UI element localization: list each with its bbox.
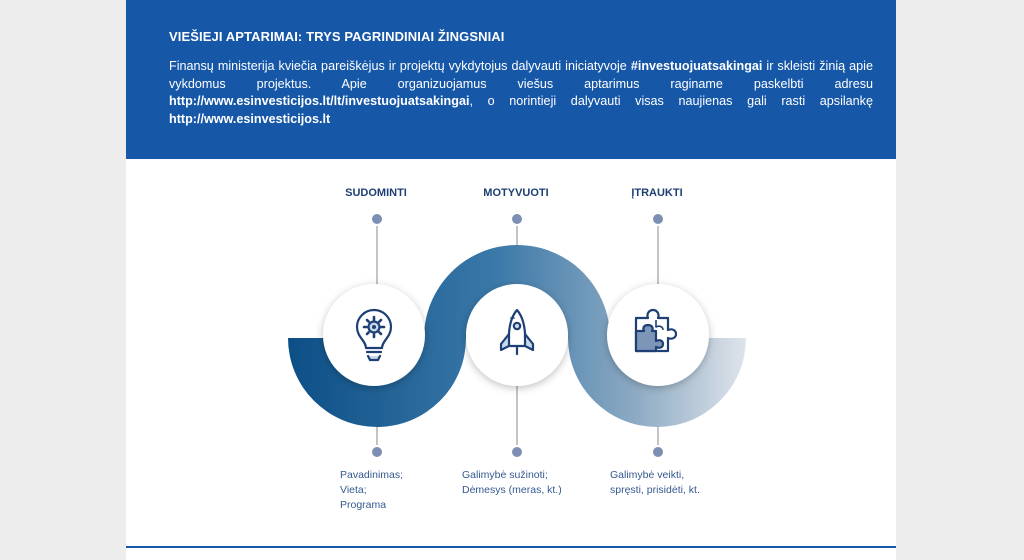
dot-top-1 xyxy=(371,213,383,225)
dot-top-2 xyxy=(511,213,523,225)
link-investuojuatsakingai[interactable]: http://www.esinvesticijos.lt/lt/investuojuatsakingai xyxy=(169,94,470,108)
step-title-sudominti: SUDOMINTI xyxy=(345,187,407,199)
banner-text-part3: , o norintieji dalyvauti visas naujienas gali rasti apsilankę xyxy=(469,94,873,108)
dot-top-3 xyxy=(652,213,664,225)
dot-bottom-3 xyxy=(652,446,664,458)
step-title-motyvuoti: MOTYVUOTI xyxy=(483,187,549,199)
banner-title: VIEŠIEJI APTARIMAI: TRYS PAGRINDINIAI ŽINGSNIAI xyxy=(169,29,505,44)
hashtag: #investuojuatsakingai xyxy=(630,59,763,73)
link-esinvesticijos[interactable]: http://www.esinvesticijos.lt xyxy=(169,111,331,126)
step-title-itraukti: ĮTRAUKTI xyxy=(631,187,683,199)
dot-bottom-1 xyxy=(371,446,383,458)
banner-text-part1: Finansų ministerija kviečia pareiškėjus ir projektų vykdytojus dalyvauti iniciatyvoje xyxy=(169,59,631,73)
dot-bottom-2 xyxy=(511,446,523,458)
step-description-motyvuoti: Galimybė sužinoti; Dėmesys (meras, kt.) xyxy=(462,469,562,496)
banner-text-part2: ir skleisti žinią apie vykdomus projektus. Apie organizuojamus viešus aptarimus raginame paskelbti adresu xyxy=(169,59,873,91)
step-description-itraukti: Galimybė veikti, spręsti, prisidėti, kt. xyxy=(610,469,700,496)
step-description-sudominti: Pavadinimas; Vieta; Programa xyxy=(340,469,404,511)
